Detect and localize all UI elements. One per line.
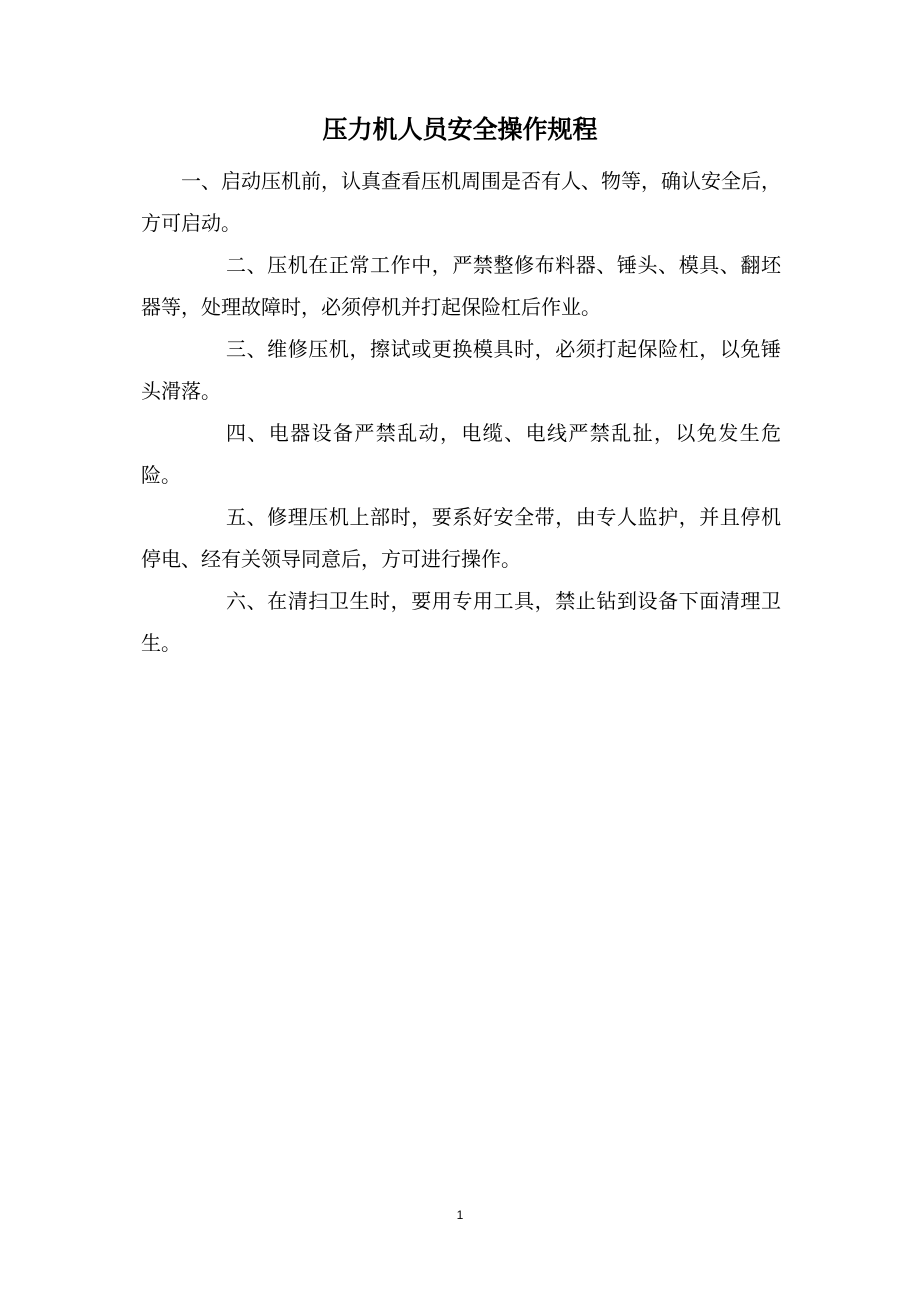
rule-paragraph-2: 二、压机在正常工作中，严禁整修布料器、锤头、模具、翻坯器等，处理故障时，必须停机并打起保险杠后作业。 bbox=[141, 253, 781, 319]
rule-paragraph-4: 四、电器设备严禁乱动，电缆、电线严禁乱扯，以免发生危险。 bbox=[141, 421, 781, 487]
rule-paragraph-3: 三、维修压机，擦试或更换模具时，必须打起保险杠，以免锤头滑落。 bbox=[141, 337, 781, 403]
document-body bbox=[141, 160, 781, 664]
rule-paragraph-1: 一、启动压机前，认真查看压机周围是否有人、物等，确认安全后，方可启动。 bbox=[141, 169, 781, 235]
document-title: 压力机人员安全操作规程 bbox=[322, 115, 598, 144]
page-number: 1 bbox=[456, 1208, 464, 1222]
rule-paragraph-5: 五、修理压机上部时，要系好安全带，由专人监护，并且停机停电、经有关领导同意后，方可进行操作。 bbox=[141, 505, 781, 571]
rule-paragraph-6: 六、在清扫卫生时，要用专用工具，禁止钻到设备下面清理卫生。 bbox=[141, 589, 781, 655]
